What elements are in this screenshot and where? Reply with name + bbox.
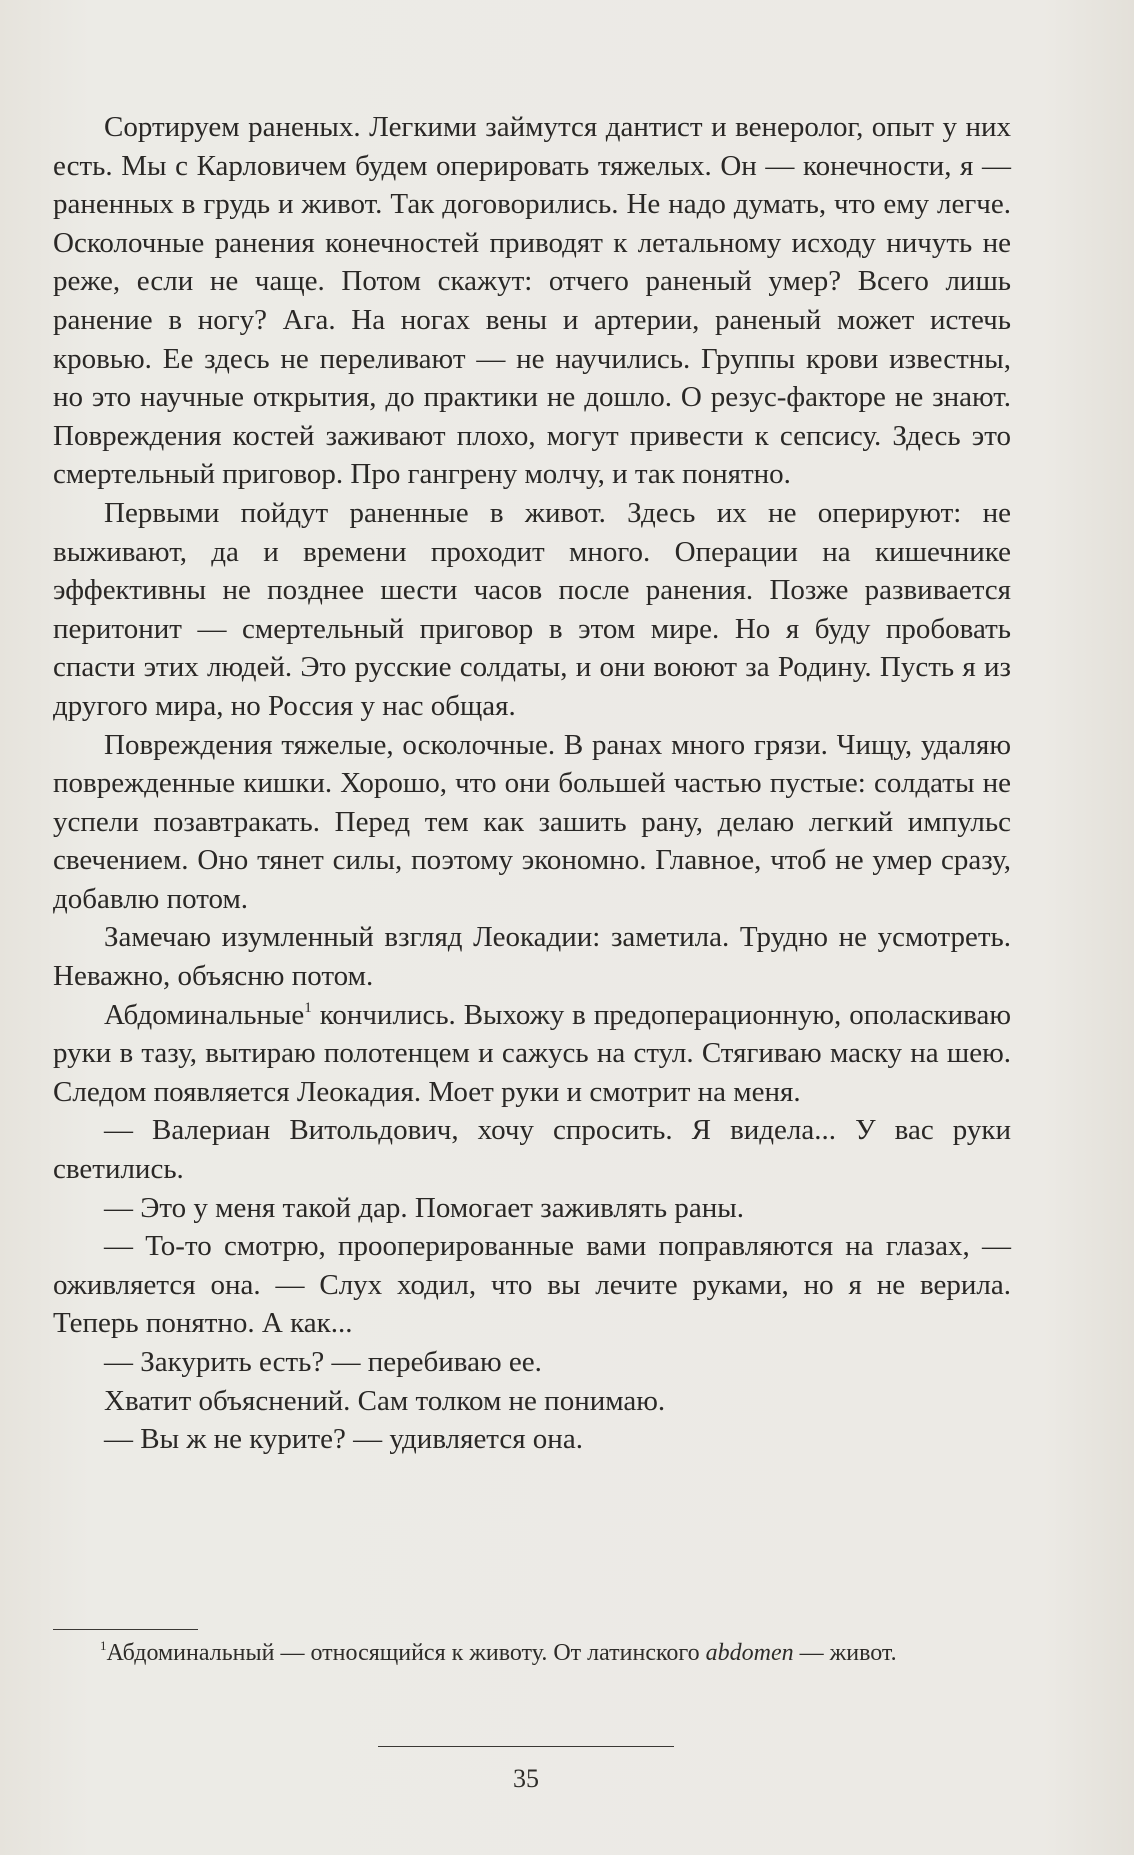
narration-line: Хватит объяснений. Сам толком не понимаю. <box>104 1384 666 1417</box>
paragraph-leokadia-glance: Замечаю изумленный взгляд Леокадии: заметила. Трудно не усмотреть. Неважно, объясню потом. <box>53 921 1011 993</box>
page-number-divider <box>378 1746 674 1747</box>
footnote-reference: 1 <box>304 999 312 1016</box>
paragraph-abdominal-first: Первыми пойдут раненные в живот. Здесь их не оперируют: не выживают, да и времени проходит много. Операции на кишечнике эффективны не позднее шести часов после ранения. Позже развивается перитонит — смертельный приговор в этом мире. Но я буду пробовать спасти этих людей. Это русские солдаты, и они воюют за Родину. Пусть я из другого мира, но Россия у нас общая. <box>53 496 1011 722</box>
abdominal-word: Абдоминальные <box>104 998 305 1031</box>
page-number: 35 <box>513 1764 539 1793</box>
dialogue-line: — То-то смотрю, прооперированные вами поправляются на глазах, — оживляется она. — Слух ходил, что вы лечите руками, но я не верила. Теперь понятно. А как... <box>53 1230 1011 1340</box>
paragraph-abdominal-finished <box>53 996 1011 1112</box>
dialogue-line: — Валериан Витольдович, хочу спросить. Я видела... У вас руки светились. <box>53 1114 1011 1186</box>
paragraph-injuries: Повреждения тяжелые, осколочные. В ранах много грязи. Чищу, удаляю поврежденные кишки. Хорошо, что они большей частью пустые: солдаты не успели позавтракать. Перед тем как зашить рану, делаю легкий импульс свечением. Оно тянет силы, поэтому экономно. Главное, чтоб не умер сразу, добавлю потом. <box>53 728 1011 915</box>
body-text <box>53 108 1011 1459</box>
dialogue-line: — Это у меня такой дар. Помогает заживлять раны. <box>104 1191 745 1224</box>
footnote-text-before: Абдоминальный — относящийся к животу. От латинского <box>106 1640 706 1666</box>
footnote-divider <box>53 1629 198 1630</box>
paragraph-sorting: Сортируем раненых. Легкими займутся дантист и венеролог, опыт у них есть. Мы с Карловичем будем оперировать тяжелых. Он — конечности, я — раненных в грудь и живот. Так договорились. Не надо думать, что ему легче. Осколочные ранения конечностей приводят к летальному исходу ничуть не реже, если не чаще. Потом скажут: отчего раненый умер? Всего лишь ранение в ногу? Ага. На ногах вены и артерии, раненый может истечь кровью. Ее здесь не переливают — не научились. Группы крови известны, но это научные открытия, до практики не дошло. О резус-факторе не знают. Повреждения костей заживают плохо, могут привести к сепсису. Здесь это смертельный приговор. Про гангрену молчу, и так понятно. <box>53 111 1011 491</box>
footnote <box>53 1637 1011 1670</box>
footnote-latin-term: abdomen <box>705 1640 794 1666</box>
abdominal-rest: кончились. Выхожу в предоперационную, ополаскиваю руки в тазу, вытираю полотенцем и сажусь на стул. Стягиваю маску на шею. Следом появляется Леокадия. Моет руки и смотрит на меня. <box>53 998 1011 1108</box>
dialogue-line: — Вы ж не курите? — удивляется она. <box>104 1423 583 1456</box>
footnote-text-after: — живот. <box>793 1640 897 1666</box>
footnote-mark: 1 <box>100 1638 107 1653</box>
dialogue-line: — Закурить есть? — перебиваю ее. <box>104 1346 542 1378</box>
